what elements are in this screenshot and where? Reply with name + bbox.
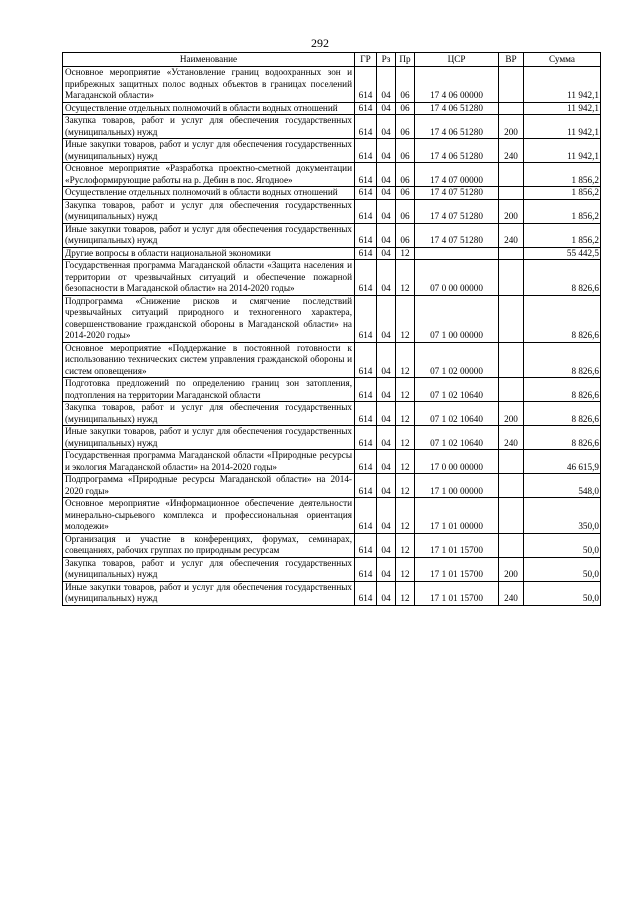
cell-gr: 614: [355, 378, 377, 402]
table-row: [63, 260, 601, 296]
cell-rz: 04: [377, 163, 396, 187]
cell-csr: 17 4 06 51280: [415, 102, 499, 115]
table-row: [63, 450, 601, 474]
cell-pr: 12: [396, 581, 415, 605]
cell-csr: 17 4 06 51280: [415, 115, 499, 139]
cell-sum: 50,0: [524, 557, 601, 581]
cell-csr: 17 1 00 00000: [415, 474, 499, 498]
cell-gr: 614: [355, 342, 377, 378]
cell-gr: 614: [355, 426, 377, 450]
cell-vr: 240: [499, 581, 524, 605]
cell-rz: 04: [377, 199, 396, 223]
budget-table: [62, 52, 601, 606]
cell-rz: 04: [377, 342, 396, 378]
cell-gr: 614: [355, 67, 377, 103]
table-row: [63, 163, 601, 187]
cell-name: Иные закупки товаров, работ и услуг для обеспечения государственных (муниципальных) нужд: [63, 581, 355, 605]
cell-gr: 614: [355, 581, 377, 605]
cell-rz: 04: [377, 223, 396, 247]
cell-vr: [499, 533, 524, 557]
cell-sum: 11 942,1: [524, 115, 601, 139]
cell-rz: 04: [377, 67, 396, 103]
cell-gr: 614: [355, 450, 377, 474]
cell-csr: 07 1 02 10640: [415, 378, 499, 402]
cell-name: Подготовка предложений по определению границ зон затопления, подтопления на территории Магаданской области: [63, 378, 355, 402]
table-row: [63, 102, 601, 115]
cell-rz: 04: [377, 139, 396, 163]
cell-csr: 17 1 01 00000: [415, 498, 499, 534]
cell-name: Организация и участие в конференциях, форумах, семинарах, совещаниях, рабочих группах по природным ресурсам: [63, 533, 355, 557]
cell-vr: [499, 295, 524, 342]
cell-vr: [499, 102, 524, 115]
cell-name: Основное мероприятие «Информационное обеспечение деятельности минерально-сырьевого комплекса и профессиональная ориентация молодежи»: [63, 498, 355, 534]
cell-rz: 04: [377, 426, 396, 450]
cell-vr: [499, 163, 524, 187]
cell-pr: 12: [396, 474, 415, 498]
cell-csr: 07 1 02 10640: [415, 426, 499, 450]
cell-name: Основное мероприятие «Установление границ водоохранных зон и прибрежных защитных полос водных объектов в границах поселений Магаданской области»: [63, 67, 355, 103]
table-row: [63, 199, 601, 223]
cell-pr: 06: [396, 139, 415, 163]
cell-rz: 04: [377, 187, 396, 200]
table-row: [63, 498, 601, 534]
cell-name: Подпрограмма «Природные ресурсы Магаданской области» на 2014-2020 годы»: [63, 474, 355, 498]
cell-sum: 8 826,6: [524, 426, 601, 450]
page-number: 292: [311, 36, 329, 50]
cell-vr: 240: [499, 139, 524, 163]
cell-name: Закупка товаров, работ и услуг для обеспечения государственных (муниципальных) нужд: [63, 402, 355, 426]
table-row: [63, 402, 601, 426]
header-gr: ГР: [355, 53, 377, 67]
cell-csr: 17 4 07 51280: [415, 187, 499, 200]
cell-sum: 1 856,2: [524, 223, 601, 247]
cell-vr: [499, 342, 524, 378]
cell-rz: 04: [377, 581, 396, 605]
cell-pr: 06: [396, 115, 415, 139]
table-row: [63, 295, 601, 342]
table-row: [63, 139, 601, 163]
table-row: [63, 223, 601, 247]
cell-name: Осуществление отдельных полномочий в области водных отношений: [63, 187, 355, 200]
cell-gr: 614: [355, 557, 377, 581]
table-row: [63, 115, 601, 139]
header-sum: Сумма: [524, 53, 601, 67]
cell-pr: 12: [396, 342, 415, 378]
cell-csr: 17 4 07 00000: [415, 163, 499, 187]
cell-rz: 04: [377, 260, 396, 296]
cell-pr: 12: [396, 295, 415, 342]
cell-csr: 17 4 07 51280: [415, 223, 499, 247]
cell-gr: 614: [355, 247, 377, 260]
cell-rz: 04: [377, 557, 396, 581]
cell-vr: 200: [499, 199, 524, 223]
table-row: [63, 533, 601, 557]
cell-pr: 06: [396, 187, 415, 200]
cell-gr: 614: [355, 498, 377, 534]
cell-gr: 614: [355, 295, 377, 342]
header-rz: Рз: [377, 53, 396, 67]
cell-sum: 50,0: [524, 581, 601, 605]
cell-name: Государственная программа Магаданской области «Природные ресурсы и экология Магаданской области» на 2014-2020 годы»: [63, 450, 355, 474]
header-pr: Пр: [396, 53, 415, 67]
cell-name: Осуществление отдельных полномочий в области водных отношений: [63, 102, 355, 115]
cell-vr: 200: [499, 115, 524, 139]
cell-sum: 46 615,9: [524, 450, 601, 474]
cell-gr: 614: [355, 102, 377, 115]
cell-rz: 04: [377, 247, 396, 260]
cell-csr: [415, 247, 499, 260]
cell-pr: 12: [396, 247, 415, 260]
cell-csr: 17 0 00 00000: [415, 450, 499, 474]
cell-pr: 06: [396, 199, 415, 223]
cell-sum: 11 942,1: [524, 102, 601, 115]
cell-pr: 12: [396, 557, 415, 581]
cell-rz: 04: [377, 378, 396, 402]
cell-pr: 12: [396, 402, 415, 426]
cell-csr: 17 1 01 15700: [415, 581, 499, 605]
cell-sum: 1 856,2: [524, 199, 601, 223]
cell-vr: 200: [499, 402, 524, 426]
table-row: [63, 342, 601, 378]
cell-sum: 8 826,6: [524, 402, 601, 426]
cell-vr: [499, 187, 524, 200]
cell-name: Иные закупки товаров, работ и услуг для обеспечения государственных (муниципальных) нужд: [63, 139, 355, 163]
cell-vr: 240: [499, 426, 524, 450]
cell-name: Закупка товаров, работ и услуг для обеспечения государственных (муниципальных) нужд: [63, 199, 355, 223]
cell-rz: 04: [377, 295, 396, 342]
cell-pr: 12: [396, 378, 415, 402]
cell-sum: 8 826,6: [524, 260, 601, 296]
cell-gr: 614: [355, 474, 377, 498]
header-csr: ЦСР: [415, 53, 499, 67]
cell-gr: 614: [355, 139, 377, 163]
cell-gr: 614: [355, 199, 377, 223]
cell-pr: 12: [396, 260, 415, 296]
table-row: [63, 378, 601, 402]
cell-rz: 04: [377, 533, 396, 557]
cell-sum: 55 442,5: [524, 247, 601, 260]
cell-pr: 12: [396, 533, 415, 557]
cell-rz: 04: [377, 474, 396, 498]
cell-name: Закупка товаров, работ и услуг для обеспечения государственных (муниципальных) нужд: [63, 115, 355, 139]
cell-pr: 06: [396, 67, 415, 103]
cell-gr: 614: [355, 115, 377, 139]
cell-vr: 200: [499, 557, 524, 581]
table-row: [63, 426, 601, 450]
cell-sum: 548,0: [524, 474, 601, 498]
cell-rz: 04: [377, 498, 396, 534]
cell-sum: 8 826,6: [524, 342, 601, 378]
cell-gr: 614: [355, 163, 377, 187]
cell-csr: 17 4 06 51280: [415, 139, 499, 163]
header-row: [63, 53, 601, 67]
cell-sum: 11 942,1: [524, 67, 601, 103]
cell-csr: 07 1 00 00000: [415, 295, 499, 342]
cell-csr: 07 1 02 00000: [415, 342, 499, 378]
cell-pr: 12: [396, 426, 415, 450]
cell-csr: 07 0 00 00000: [415, 260, 499, 296]
table-row: [63, 474, 601, 498]
cell-gr: 614: [355, 223, 377, 247]
cell-vr: [499, 247, 524, 260]
cell-sum: 8 826,6: [524, 295, 601, 342]
cell-vr: [499, 67, 524, 103]
cell-vr: 240: [499, 223, 524, 247]
header-vr: ВР: [499, 53, 524, 67]
cell-sum: 350,0: [524, 498, 601, 534]
cell-csr: 17 4 07 51280: [415, 199, 499, 223]
table-row: [63, 247, 601, 260]
cell-sum: 8 826,6: [524, 378, 601, 402]
cell-name: Основное мероприятие «Поддержание в постоянной готовности к использованию технических систем управления гражданской обороны и систем оповещения»: [63, 342, 355, 378]
cell-pr: 12: [396, 450, 415, 474]
cell-name: Закупка товаров, работ и услуг для обеспечения государственных (муниципальных) нужд: [63, 557, 355, 581]
cell-name: Основное мероприятие «Разработка проектно-сметной документации «Руслоформирующие работы на р. Дебин в пос. Ягодное»: [63, 163, 355, 187]
cell-rz: 04: [377, 102, 396, 115]
cell-rz: 04: [377, 115, 396, 139]
table-row: [63, 581, 601, 605]
cell-name: Иные закупки товаров, работ и услуг для обеспечения государственных (муниципальных) нужд: [63, 426, 355, 450]
cell-sum: 50,0: [524, 533, 601, 557]
table-row: [63, 557, 601, 581]
cell-pr: 12: [396, 498, 415, 534]
cell-pr: 06: [396, 163, 415, 187]
cell-gr: 614: [355, 533, 377, 557]
cell-csr: 17 4 06 00000: [415, 67, 499, 103]
cell-vr: [499, 378, 524, 402]
cell-gr: 614: [355, 402, 377, 426]
cell-rz: 04: [377, 402, 396, 426]
cell-gr: 614: [355, 187, 377, 200]
cell-rz: 04: [377, 450, 396, 474]
cell-name: Другие вопросы в области национальной экономики: [63, 247, 355, 260]
table-row: [63, 187, 601, 200]
cell-csr: 17 1 01 15700: [415, 533, 499, 557]
cell-vr: [499, 498, 524, 534]
cell-vr: [499, 260, 524, 296]
cell-pr: 06: [396, 102, 415, 115]
cell-gr: 614: [355, 260, 377, 296]
cell-csr: 07 1 02 10640: [415, 402, 499, 426]
table-body: [63, 67, 601, 606]
cell-sum: 1 856,2: [524, 187, 601, 200]
cell-sum: 1 856,2: [524, 163, 601, 187]
cell-sum: 11 942,1: [524, 139, 601, 163]
cell-name: Иные закупки товаров, работ и услуг для обеспечения государственных (муниципальных) нужд: [63, 223, 355, 247]
cell-vr: [499, 450, 524, 474]
cell-csr: 17 1 01 15700: [415, 557, 499, 581]
header-name: Наименование: [63, 53, 355, 67]
table-row: [63, 67, 601, 103]
cell-name: Государственная программа Магаданской области «Защита населения и территории от чрезвычайных ситуаций и обеспечение пожарной безопасности в Магаданской области» на 2014-2020 годы»: [63, 260, 355, 296]
cell-name: Подпрограмма «Снижение рисков и смягчение последствий чрезвычайных ситуаций природного и техногенного характера, совершенствование гражданской обороны в Магаданской области» на 2014-2020 годы»: [63, 295, 355, 342]
cell-vr: [499, 474, 524, 498]
cell-pr: 06: [396, 223, 415, 247]
